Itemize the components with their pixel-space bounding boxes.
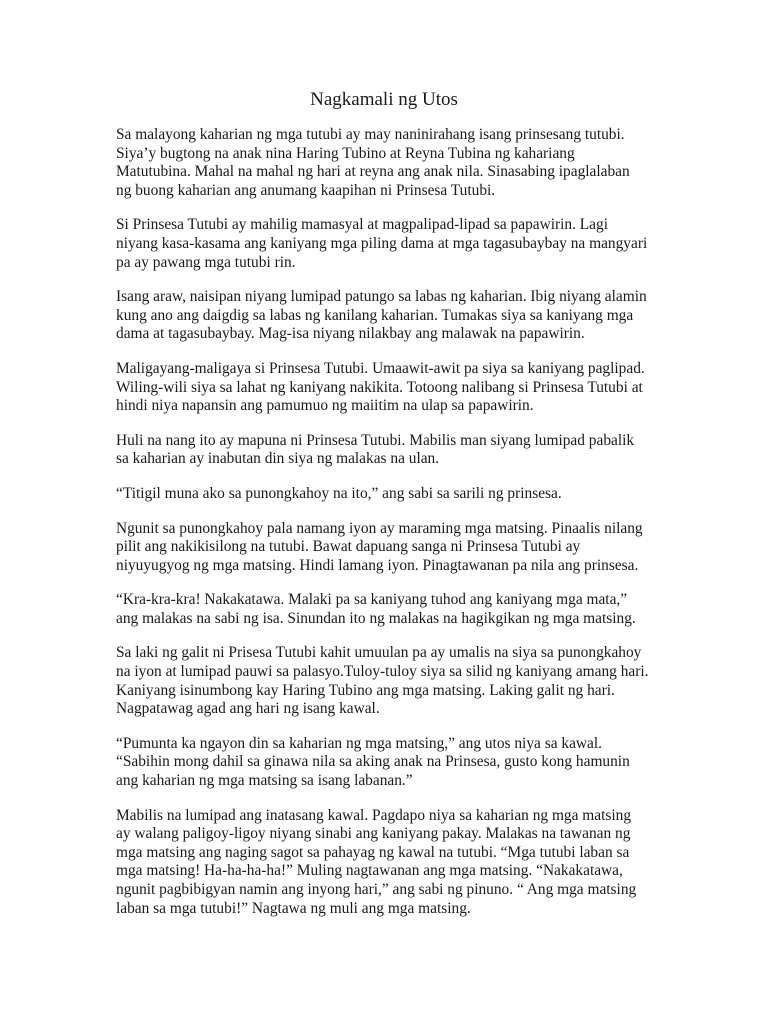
paragraph-line: dama at tagasubaybay. Mag-isa niyang nilakbay ang malawak na papawirin. — [116, 325, 585, 343]
paragraph — [116, 520, 664, 576]
document-title: Nagkamali ng Utos — [310, 89, 458, 110]
paragraph — [116, 216, 664, 272]
paragraph-line: ng buong kaharian ang anumang kaapihan ni Prinsesa Tutubi. — [116, 181, 496, 199]
paragraph-line: ngunit pagbibigyan namin ang inyong hari,” ang sabi ng pinuno. “ Ang mga matsing — [116, 881, 637, 898]
paragraph-line: “Titigil muna ako sa punongkahoy na ito,” ang sabi sa sarili ng prinsesa. — [116, 484, 562, 502]
paragraph-line: “Kra-kra-kra! Nakakatawa. Malaki pa sa kaniyang tuhod ang kaniyang mga mata,” — [116, 591, 628, 609]
paragraph — [116, 644, 664, 718]
paragraph-line: Nagpatawag agad ang hari ng isang kawal. — [116, 700, 380, 718]
paragraph-line: na iyon at lumipad pauwi sa palasyo.Tuloy-tuloy siya sa silid ng kaniyang amang hari. — [116, 663, 649, 681]
paragraph-line: kung ano ang daigdig sa labas ng kanilang kaharian. Tumakas siya sa kaniyang mga — [116, 306, 634, 324]
paragraph-line: Si Prinsesa Tutubi ay mahilig mamasyal at magpalipad-lipad sa papawirin. Lagi — [116, 216, 608, 234]
paragraph-line: pilit ang nakikisilong na tutubi. Bawat dapuang sanga ni Prinsesa Tutubi ay — [116, 538, 581, 556]
paragraph-line: ang malakas na sabi ng isa. Sinundan ito ng malakas na hagikgikan ng mga matsing. — [116, 609, 636, 627]
paragraph-line: Maligayang-maligaya si Prinsesa Tutubi. Umaawit-awit pa siya sa kaniyang paglipad. — [116, 359, 645, 377]
paragraph-line: pa ay pawang mga tutubi rin. — [116, 253, 296, 271]
paragraph-line: Ngunit sa punongkahoy pala namang iyon ay maraming mga matsing. Pinaalis nilang — [116, 519, 643, 537]
paragraph — [116, 807, 664, 919]
paragraph — [116, 360, 664, 416]
paragraph-line: Sa laki ng galit ni Prisesa Tutubi kahit umuulan pa ay umalis na siya sa punongkahoy — [116, 644, 642, 662]
paragraph — [116, 432, 664, 469]
document-body — [116, 126, 664, 934]
paragraph — [116, 485, 664, 504]
paragraph-line: Huli na nang ito ay mapuna ni Prinsesa Tutubi. Mabilis man siyang lumipad pabalik — [116, 431, 635, 449]
paragraph-line: Kaniyang isinumbong kay Haring Tubino ang mga matsing. Laking galit ng hari. — [116, 681, 615, 699]
paragraph — [116, 288, 664, 344]
paragraph — [116, 591, 664, 628]
paragraph-line: niyang kasa-kasama ang kaniyang mga piling dama at mga tagasubaybay na mangyari — [116, 234, 648, 252]
paragraph-line: hindi niya napansin ang pamumuo ng maiitim na ulap sa papawirin. — [116, 397, 534, 415]
paragraph-line: Wiling-wili siya sa lahat ng kaniyang nakikita. Totoong nalibang si Prinsesa Tutubi at — [116, 378, 643, 396]
paragraph-line: laban sa mga tutubi!” Nagtawa ng muli ang mga matsing. — [116, 899, 471, 917]
paragraph-line: ay walang paligoy-ligoy niyang sinabi ang kaniyang pakay. Malakas na tawanan ng — [116, 825, 631, 843]
paragraph-line: sa kaharian ay inabutan din siya ng malakas na ulan. — [116, 450, 440, 468]
paragraph — [116, 126, 664, 200]
paragraph-line: Isang araw, naisipan niyang lumipad patungo sa labas ng kaharian. Ibig niyang alamin — [116, 288, 647, 306]
paragraph-line: mga matsing ang naging sagot sa pahayag ng kawal na tutubi. “Mga tutubi laban sa — [116, 843, 630, 861]
paragraph-line: “Sabihin mong dahil sa ginawa nila sa aking anak na Prinsesa, gusto kong hamunin — [116, 753, 630, 771]
paragraph-line: Matutubina. Mahal na mahal ng hari at reyna ang anak nila. Sinasabing ipaglalaban — [116, 163, 630, 181]
paragraph — [116, 735, 664, 791]
paragraph-line: ang kaharian ng mga matsing sa isang labanan.” — [116, 772, 413, 790]
paragraph-line: Siya’y bugtong na anak nina Haring Tubino at Reyna Tubina ng kahariang — [116, 144, 575, 162]
paragraph-line: mga matsing! Ha-ha-ha-ha!” Muling nagtawanan ang mga matsing. “Nakakatawa, — [116, 862, 623, 880]
paragraph-line: “Pumunta ka ngayon din sa kaharian ng mga matsing,” ang utos niya sa kawal. — [116, 734, 602, 752]
paragraph-line: Mabilis na lumipad ang inatasang kawal. Pagdapo niya sa kaharian ng mga matsing — [116, 806, 632, 824]
paragraph-line: Sa malayong kaharian ng mga tutubi ay may naninirahang isang prinsesang tutubi. — [116, 126, 625, 143]
paragraph-line: niyuyugyog ng mga matsing. Hindi lamang iyon. Pinagtawanan pa nila ang prinsesa. — [116, 556, 639, 574]
